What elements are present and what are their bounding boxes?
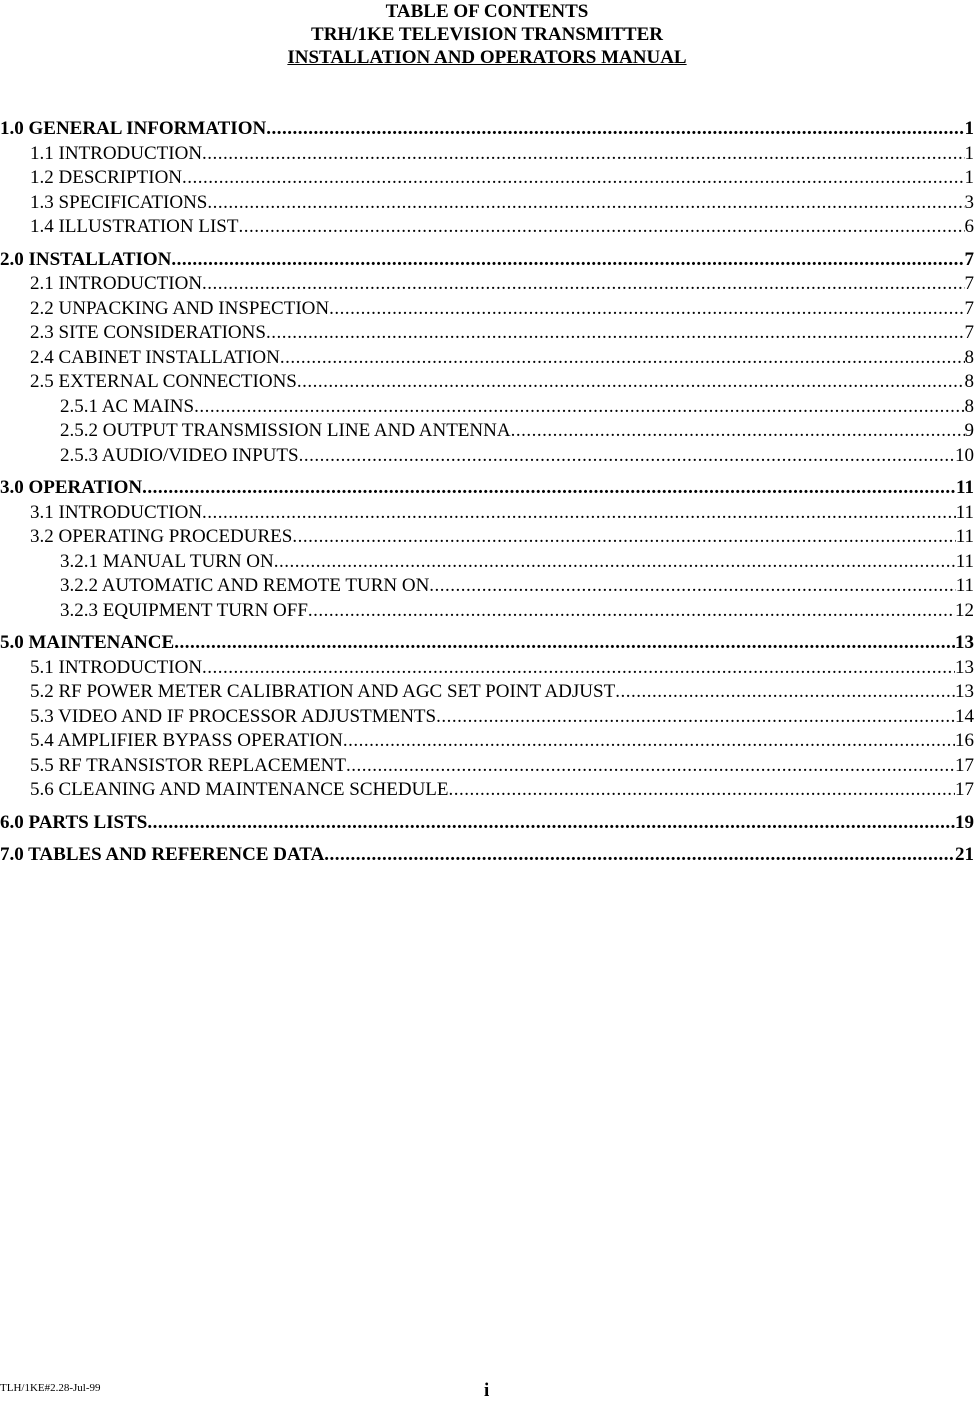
toc-dot-leader xyxy=(343,729,955,754)
toc-dot-leader xyxy=(202,142,964,167)
toc-entry xyxy=(0,444,974,469)
toc-dot-leader xyxy=(202,656,955,681)
toc-entry-page: 13 xyxy=(955,680,974,705)
toc-dot-leader xyxy=(202,272,964,297)
toc-entry xyxy=(0,346,974,371)
toc-dot-leader xyxy=(202,501,956,526)
toc-entry xyxy=(0,599,974,624)
product-title: TRH/1KE TELEVISION TRANSMITTER xyxy=(0,23,974,46)
toc-dot-leader xyxy=(238,215,964,240)
toc-dot-leader xyxy=(615,680,955,705)
toc-dot-leader xyxy=(292,525,955,550)
toc-dot-leader xyxy=(308,599,955,624)
toc-entry xyxy=(0,215,974,240)
toc-entry xyxy=(0,754,974,779)
toc-dot-leader xyxy=(299,444,955,469)
toc-entry xyxy=(0,191,974,216)
toc-entry-page: 21 xyxy=(955,843,974,868)
toc-entry-page: 8 xyxy=(965,370,974,395)
toc-entry xyxy=(0,550,974,575)
toc-entry xyxy=(0,656,974,681)
toc-entry-page: 1 xyxy=(965,117,974,142)
toc-entry-title: 2.5.1 AC MAINS xyxy=(60,395,194,420)
toc-entry-title: 1.3 SPECIFICATIONS xyxy=(30,191,207,216)
toc-entry xyxy=(0,843,974,868)
toc-entry-title: 2.5.2 OUTPUT TRANSMISSION LINE AND ANTENNA xyxy=(60,419,511,444)
toc-entry xyxy=(0,142,974,167)
toc-entry xyxy=(0,370,974,395)
toc-dot-leader xyxy=(274,550,956,575)
toc-entry-title: 5.4 AMPLIFIER BYPASS OPERATION xyxy=(30,729,343,754)
toc-entry-title: 1.0 GENERAL INFORMATION xyxy=(0,117,266,142)
toc-dot-leader xyxy=(280,346,965,371)
toc-entry xyxy=(0,272,974,297)
toc-entry-page: 1 xyxy=(965,166,974,191)
toc-entry-title: 1.1 INTRODUCTION xyxy=(30,142,202,167)
toc-entry-title: 2.5.3 AUDIO/VIDEO INPUTS xyxy=(60,444,299,469)
toc-entry-page: 1 xyxy=(965,142,974,167)
toc-entry-title: 2.3 SITE CONSIDERATIONS xyxy=(30,321,266,346)
toc-dot-leader xyxy=(329,297,964,322)
toc-entry-title: 3.2.2 AUTOMATIC AND REMOTE TURN ON xyxy=(60,574,429,599)
toc-entry-page: 10 xyxy=(955,444,974,469)
toc-dot-leader xyxy=(511,419,965,444)
toc-entry xyxy=(0,297,974,322)
toc-entry-page: 9 xyxy=(965,419,974,444)
toc-entry-page: 11 xyxy=(956,501,974,526)
toc-entry-page: 7 xyxy=(965,297,974,322)
toc-entry-page: 7 xyxy=(965,248,974,273)
toc-entry-page: 13 xyxy=(955,656,974,681)
toc-entry-title: 3.2.1 MANUAL TURN ON xyxy=(60,550,274,575)
toc-dot-leader xyxy=(171,248,964,273)
toc-entry-page: 16 xyxy=(955,729,974,754)
toc-entry-page: 19 xyxy=(955,811,974,836)
toc-dot-leader xyxy=(266,117,964,142)
toc-dot-leader xyxy=(142,476,956,501)
toc-entry xyxy=(0,525,974,550)
toc-entry-title: 2.5 EXTERNAL CONNECTIONS xyxy=(30,370,297,395)
toc-dot-leader xyxy=(346,754,955,779)
toc-entry-title: 1.4 ILLUSTRATION LIST xyxy=(30,215,238,240)
footer-doc-id: TLH/1KE#2.28-Jul-99 xyxy=(0,1382,101,1394)
toc-entry xyxy=(0,631,974,656)
toc-entry-title: 5.0 MAINTENANCE xyxy=(0,631,174,656)
toc-dot-leader xyxy=(449,778,955,803)
toc-dot-leader xyxy=(207,191,964,216)
toc-entry xyxy=(0,811,974,836)
toc-heading: TABLE OF CONTENTS xyxy=(0,0,974,23)
toc-dot-leader xyxy=(324,843,955,868)
toc-entry xyxy=(0,729,974,754)
toc-entry xyxy=(0,778,974,803)
toc-entry-title: 6.0 PARTS LISTS xyxy=(0,811,147,836)
toc-entry-title: 5.1 INTRODUCTION xyxy=(30,656,202,681)
toc-entry xyxy=(0,117,974,142)
toc-entry-page: 3 xyxy=(965,191,974,216)
toc-dot-leader xyxy=(147,811,955,836)
toc-entry-page: 11 xyxy=(956,476,974,501)
toc-dot-leader xyxy=(266,321,965,346)
toc-entry-page: 6 xyxy=(965,215,974,240)
toc-entry xyxy=(0,501,974,526)
toc-dot-leader xyxy=(182,166,964,191)
toc-entry xyxy=(0,705,974,730)
toc-entry-title: 3.2 OPERATING PROCEDURES xyxy=(30,525,292,550)
toc-entry-title: 2.4 CABINET INSTALLATION xyxy=(30,346,280,371)
toc-dot-leader xyxy=(174,631,955,656)
toc-entry-title: 2.2 UNPACKING AND INSPECTION xyxy=(30,297,329,322)
toc-entry-page: 7 xyxy=(965,272,974,297)
footer-page-number: i xyxy=(484,1380,489,1402)
toc-entry-page: 11 xyxy=(956,574,974,599)
toc-dot-leader xyxy=(297,370,965,395)
toc-entry xyxy=(0,476,974,501)
toc-dot-leader xyxy=(436,705,955,730)
toc-entry xyxy=(0,574,974,599)
toc-entry-title: 1.2 DESCRIPTION xyxy=(30,166,182,191)
toc-entry xyxy=(0,419,974,444)
document-header xyxy=(0,0,974,69)
toc-entry-page: 17 xyxy=(955,754,974,779)
toc-entry-title: 2.0 INSTALLATION xyxy=(0,248,171,273)
toc-entry xyxy=(0,166,974,191)
toc-entry xyxy=(0,248,974,273)
toc-entry-page: 17 xyxy=(955,778,974,803)
toc-entry xyxy=(0,321,974,346)
toc-entry-title: 5.2 RF POWER METER CALIBRATION AND AGC SET POINT ADJUST xyxy=(30,680,615,705)
table-of-contents xyxy=(0,117,974,868)
toc-entry-page: 14 xyxy=(955,705,974,730)
toc-entry-title: 5.6 CLEANING AND MAINTENANCE SCHEDULE xyxy=(30,778,449,803)
toc-entry-page: 8 xyxy=(965,395,974,420)
toc-entry xyxy=(0,395,974,420)
toc-entry xyxy=(0,680,974,705)
toc-entry-title: 2.1 INTRODUCTION xyxy=(30,272,202,297)
toc-entry-title: 3.2.3 EQUIPMENT TURN OFF xyxy=(60,599,308,624)
toc-dot-leader xyxy=(429,574,955,599)
toc-entry-page: 13 xyxy=(955,631,974,656)
toc-entry-page: 7 xyxy=(965,321,974,346)
toc-entry-title: 5.5 RF TRANSISTOR REPLACEMENT xyxy=(30,754,346,779)
toc-entry-page: 8 xyxy=(965,346,974,371)
toc-entry-page: 11 xyxy=(956,525,974,550)
toc-entry-title: 7.0 TABLES AND REFERENCE DATA xyxy=(0,843,324,868)
toc-entry-title: 3.1 INTRODUCTION xyxy=(30,501,202,526)
toc-entry-page: 11 xyxy=(956,550,974,575)
toc-dot-leader xyxy=(194,395,964,420)
toc-entry-title: 3.0 OPERATION xyxy=(0,476,142,501)
manual-title: INSTALLATION AND OPERATORS MANUAL xyxy=(0,46,974,69)
toc-entry-page: 12 xyxy=(955,599,974,624)
toc-entry-title: 5.3 VIDEO AND IF PROCESSOR ADJUSTMENTS xyxy=(30,705,436,730)
